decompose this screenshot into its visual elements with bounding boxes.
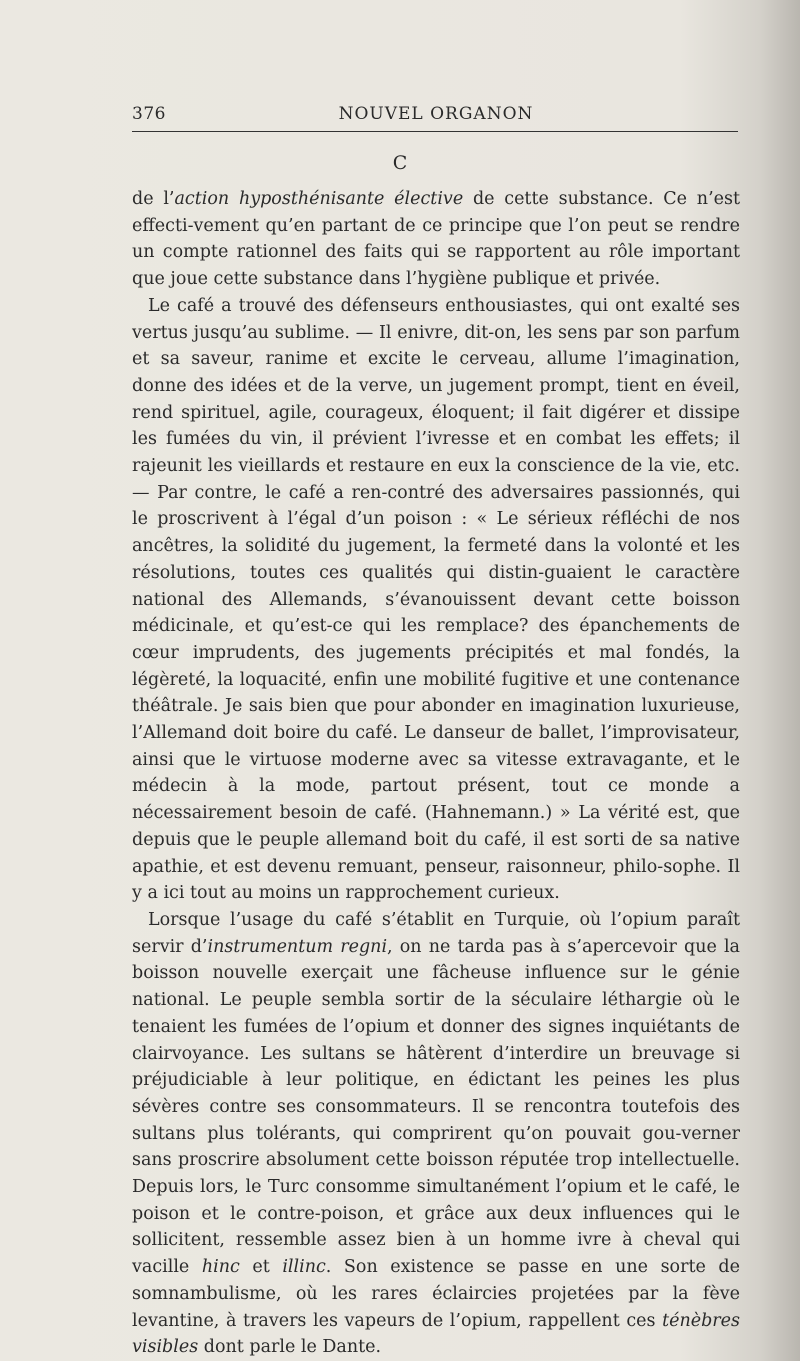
text-run: et [239, 1257, 283, 1278]
running-title: NOUVEL ORGANON [338, 104, 534, 124]
italic-run: hinc [201, 1257, 240, 1278]
header-rule [132, 131, 738, 132]
paragraph [132, 907, 740, 1361]
paragraph [132, 293, 740, 907]
body-text [132, 186, 740, 1361]
text-run: Le café a trouvé des défenseurs enthousiastes, qui ont exalté ses vertus jusqu’au sublime. — Il enivre, dit-on, les sens par son parfum et sa saveur, ranime et excite le cerveau, allume l’imagination, donne des idées et de la verve, un jugement prompt, tient en éveil, rend spirituel, agile, courageux, éloquent; il fait digérer et dissipe les fumées du vin, il prévient l’ivresse et en combat les effets; il rajeunit les vieillards et restaure en eux la conscience de la vie, etc. — Par contre, le café a ren-contré des adversaires passionnés, qui le proscrivent à l’égal d’un poison : « Le sérieux réfléchi de nos ancêtres, la solidité du jugement, la fermeté dans la volonté et les résolutions, toutes ces qualités qui distin-guaient le caractère national des Allemands, s’évanouissent devant cette boisson médicinale, et qu’est-ce qui les remplace? des épanchements de cœur imprudents, des jugements précipités et mal fondés, la légèreté, la loquacité, enfin une mobilité fugitive et une contenance théâtrale. Je sais bien que pour abonder en imagination luxurieuse, l’Allemand doit boire du café. Le danseur de ballet, l’improvisateur, ainsi que le virtuose moderne avec sa vitesse extravagante, et le médecin à la mode, partout présent, tout ce monde a nécessairement besoin de café. (Hahnemann.) » La vérité est, que depuis que le peuple allemand boit du café, il est sorti de sa native apathie, et est devenu remuant, penseur, raisonneur, philo-sophe. Il y a ici tout au moins un rapprochement curieux. [132, 295, 740, 904]
italic-run: illinc [282, 1257, 326, 1278]
text-run: dont parle le Dante. [198, 1337, 382, 1358]
page-number: 376 [132, 104, 166, 124]
italic-run: ténèbres visibles [132, 1310, 740, 1358]
signature-mark: C [392, 152, 408, 174]
text-run: de l’ [132, 189, 175, 209]
text-run: Lorsque l’usage du café s’établit en Turquie, où l’opium paraît servir d’ [132, 909, 740, 957]
text-run: de cette substance. Ce n’est effecti-vement qu’en partant de ce principe que l’on peut se rendre un compte rationnel des faits qui se rapportent au rôle important que joue cette substance dans l’hygiène publique et privée. [132, 189, 740, 290]
italic-run: action hyposthénisante élective [174, 189, 464, 209]
text-run: , on ne tarda pas à s’apercevoir que la boisson nouvelle exerçait une fâcheuse influence sur le génie national. Le peuple sembla sortir de la séculaire léthargie où le tenaient les fumées de l’opium et donner des signes inquiétants de clairvoyance. Les sultans se hâtèrent d’interdire un breuvage si préjudiciable à leur politique, en édictant les peines les plus sévères contre ses consommateurs. Il se rencontra toutefois des sultans plus tolérants, qui comprirent qu’on pouvait gou-verner sans proscrire absolument cette boisson réputée trop intellectuelle. Depuis lors, le Turc consomme simultanément l’opium et le café, le poison et le contre-poison, et grâce aux deux influences qui le sollicitent, ressemble assez bien à un homme ivre à cheval qui vacille [132, 936, 740, 1278]
italic-run: instrumentum regni [207, 936, 388, 957]
text-run: . Son existence se passe en une sorte de somnambulisme, où les rares éclaircies projetées par la fève levantine, à travers les vapeurs de l’opium, rappellent ces [132, 1257, 740, 1331]
running-head [132, 104, 740, 132]
paragraph [132, 186, 740, 293]
